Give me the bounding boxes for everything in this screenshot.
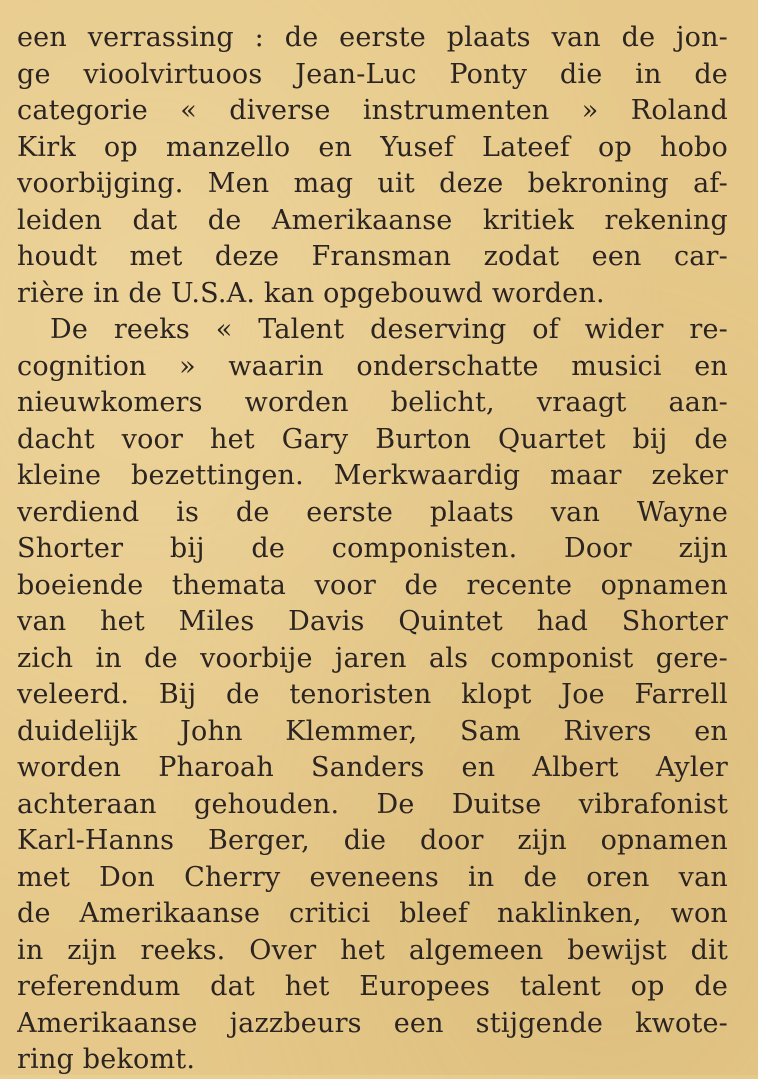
text-line: ge vioolvirtuoos Jean-Luc Ponty die in de (17, 58, 728, 90)
text-line: houdt met deze Fransman zodat een car- (17, 241, 728, 272)
text-line: Shorter bij de componisten. Door zijn (17, 533, 728, 564)
text-line: voorbijging. Men mag uit deze bekroning af- (17, 168, 728, 199)
text-line: rière in de U.S.A. kan opgebouwd worden. (17, 277, 605, 309)
text-line: met Don Cherry eveneens in de oren van (17, 861, 728, 893)
text-line: referendum dat het Europees talent op de (17, 971, 728, 1002)
text-line: verdiend is de eerste plaats van Wayne (17, 496, 728, 528)
text-line: worden Pharoah Sanders en Albert Ayler (17, 752, 728, 783)
text-line: kleine bezettingen. Merkwaardig maar zeker (17, 460, 728, 491)
text-line: van het Miles Davis Quintet had Shorter (17, 606, 728, 637)
text-line: dacht voor het Gary Burton Quartet bij de (17, 423, 728, 455)
text-line: veleerd. Bij de tenoristen klopt Joe Farrell (17, 679, 728, 710)
text-line: Karl-Hanns Berger, die door zijn opnamen (17, 825, 728, 856)
text-line: zich in de voorbije jaren als componist gere- (17, 642, 728, 674)
text-line: cognition » waarin onderschatte musici en (17, 350, 728, 382)
text-line: categorie « diverse instrumenten » Roland (17, 95, 728, 126)
text-line: Amerikaanse jazzbeurs een stijgende kwote- (17, 1007, 728, 1039)
paragraph-1 (17, 20, 728, 312)
text-line: ring bekomt. (17, 1044, 196, 1075)
text-line: boeiende themata voor de recente opnamen (17, 569, 728, 601)
text-line: De reeks « Talent deserving of wider re- (50, 314, 728, 345)
paragraph-2 (17, 312, 728, 1079)
text-line: achteraan gehouden. De Duitse vibrafonist (17, 788, 728, 820)
text-line: leiden dat de Amerikaanse kritiek rekening (17, 204, 728, 236)
text-line: nieuwkomers worden belicht, vraagt aan- (17, 387, 728, 418)
text-line: in zijn reeks. Over het algemeen bewijst dit (17, 934, 728, 966)
text-line: duidelijk John Klemmer, Sam Rivers en (17, 715, 728, 747)
text-line: de Amerikaanse critici bleef naklinken, won (17, 898, 728, 929)
text-line: een verrassing : de eerste plaats van de jon- (17, 22, 728, 53)
text-line: Kirk op manzello en Yusef Lateef op hobo (17, 131, 728, 163)
